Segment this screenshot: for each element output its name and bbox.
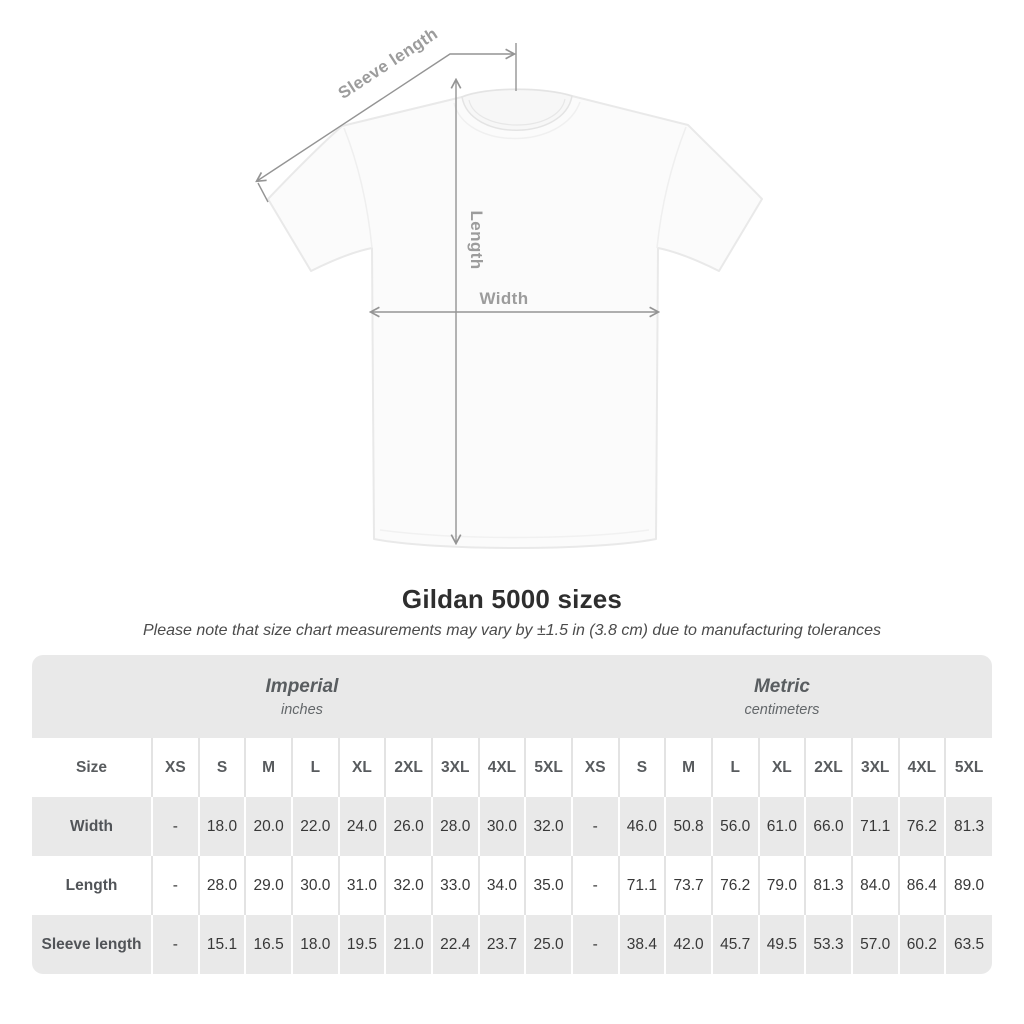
measurement-row-sleeve-length	[32, 915, 992, 974]
value-cell-imperial-3xl: 33.0	[432, 856, 479, 915]
size-col-4xl-metric: 4XL	[899, 738, 946, 797]
value-cell-imperial-xs: -	[152, 915, 199, 974]
value-cell-imperial-3xl: 22.4	[432, 915, 479, 974]
measurement-row-length	[32, 856, 992, 915]
size-col-s-imperial: S	[199, 738, 246, 797]
length-label: Length	[467, 210, 486, 270]
size-col-m-imperial: M	[245, 738, 292, 797]
value-cell-imperial-3xl: 28.0	[432, 797, 479, 856]
unit-header-row	[32, 655, 992, 738]
value-cell-metric-4xl: 60.2	[899, 915, 946, 974]
value-cell-metric-s: 71.1	[619, 856, 666, 915]
value-cell-metric-l: 45.7	[712, 915, 759, 974]
value-cell-metric-s: 38.4	[619, 915, 666, 974]
value-cell-imperial-2xl: 26.0	[385, 797, 432, 856]
value-cell-imperial-m: 16.5	[245, 915, 292, 974]
measurement-row-width	[32, 797, 992, 856]
page-title: Gildan 5000 sizes	[401, 584, 623, 614]
value-cell-metric-xs: -	[572, 915, 619, 974]
imperial-header	[32, 655, 572, 738]
value-cell-metric-xs: -	[572, 797, 619, 856]
value-cell-imperial-xs: -	[152, 797, 199, 856]
value-cell-metric-4xl: 86.4	[899, 856, 946, 915]
size-col-l-imperial: L	[292, 738, 339, 797]
value-cell-metric-3xl: 57.0	[852, 915, 899, 974]
value-cell-metric-m: 73.7	[665, 856, 712, 915]
value-cell-imperial-4xl: 34.0	[479, 856, 526, 915]
row-label-sleeve-length: Sleeve length	[32, 915, 152, 974]
tshirt-illustration	[268, 89, 762, 548]
value-cell-metric-xl: 61.0	[759, 797, 806, 856]
value-cell-metric-2xl: 81.3	[805, 856, 852, 915]
tshirt-outline	[268, 89, 762, 548]
value-cell-metric-5xl: 81.3	[945, 797, 992, 856]
value-cell-imperial-xl: 24.0	[339, 797, 386, 856]
size-column-header: Size	[32, 738, 152, 797]
value-cell-imperial-4xl: 30.0	[479, 797, 526, 856]
value-cell-metric-3xl: 71.1	[852, 797, 899, 856]
size-col-2xl-imperial: 2XL	[385, 738, 432, 797]
value-cell-metric-2xl: 66.0	[805, 797, 852, 856]
value-cell-imperial-4xl: 23.7	[479, 915, 526, 974]
size-col-m-metric: M	[665, 738, 712, 797]
size-col-3xl-imperial: 3XL	[432, 738, 479, 797]
size-col-4xl-imperial: 4XL	[479, 738, 526, 797]
value-cell-metric-xl: 49.5	[759, 915, 806, 974]
value-cell-metric-xs: -	[572, 856, 619, 915]
size-table-grid	[32, 655, 992, 974]
value-cell-metric-s: 46.0	[619, 797, 666, 856]
value-cell-imperial-s: 18.0	[199, 797, 246, 856]
size-col-5xl-imperial: 5XL	[525, 738, 572, 797]
size-col-xs-imperial: XS	[152, 738, 199, 797]
value-cell-metric-5xl: 63.5	[945, 915, 992, 974]
size-table	[32, 655, 992, 974]
value-cell-imperial-5xl: 35.0	[525, 856, 572, 915]
size-col-3xl-metric: 3XL	[852, 738, 899, 797]
size-col-2xl-metric: 2XL	[805, 738, 852, 797]
value-cell-metric-m: 42.0	[665, 915, 712, 974]
value-cell-imperial-xl: 31.0	[339, 856, 386, 915]
value-cell-imperial-5xl: 25.0	[525, 915, 572, 974]
tolerance-note: Please note that size chart measurements may vary by ±1.5 in (3.8 cm) due to manufacturing tolerances	[142, 622, 882, 639]
imperial-title: Imperial	[265, 675, 339, 697]
value-cell-imperial-l: 18.0	[292, 915, 339, 974]
value-cell-metric-3xl: 84.0	[852, 856, 899, 915]
metric-unit: centimeters	[744, 701, 820, 718]
value-cell-imperial-l: 30.0	[292, 856, 339, 915]
value-cell-metric-xl: 79.0	[759, 856, 806, 915]
row-label-length: Length	[32, 856, 152, 915]
metric-title: Metric	[753, 675, 810, 697]
value-cell-imperial-xl: 19.5	[339, 915, 386, 974]
value-cell-metric-2xl: 53.3	[805, 915, 852, 974]
value-cell-imperial-xs: -	[152, 856, 199, 915]
width-label: Width	[479, 289, 529, 308]
sleeve-extension-tick	[258, 183, 268, 202]
value-cell-imperial-s: 28.0	[199, 856, 246, 915]
size-col-s-metric: S	[619, 738, 666, 797]
value-cell-imperial-2xl: 32.0	[385, 856, 432, 915]
value-cell-imperial-2xl: 21.0	[385, 915, 432, 974]
imperial-unit: inches	[280, 701, 323, 718]
size-col-l-metric: L	[712, 738, 759, 797]
sleeve-length-label: Sleeve length	[334, 23, 442, 103]
size-header-row	[32, 738, 992, 797]
value-cell-metric-m: 50.8	[665, 797, 712, 856]
row-label-width: Width	[32, 797, 152, 856]
metric-header	[572, 655, 992, 738]
size-col-xl-imperial: XL	[339, 738, 386, 797]
value-cell-imperial-m: 20.0	[245, 797, 292, 856]
value-cell-imperial-m: 29.0	[245, 856, 292, 915]
value-cell-metric-4xl: 76.2	[899, 797, 946, 856]
value-cell-metric-l: 56.0	[712, 797, 759, 856]
size-col-xl-metric: XL	[759, 738, 806, 797]
size-col-5xl-metric: 5XL	[945, 738, 992, 797]
value-cell-imperial-s: 15.1	[199, 915, 246, 974]
size-col-xs-metric: XS	[572, 738, 619, 797]
value-cell-imperial-l: 22.0	[292, 797, 339, 856]
value-cell-metric-5xl: 89.0	[945, 856, 992, 915]
value-cell-imperial-5xl: 32.0	[525, 797, 572, 856]
value-cell-metric-l: 76.2	[712, 856, 759, 915]
